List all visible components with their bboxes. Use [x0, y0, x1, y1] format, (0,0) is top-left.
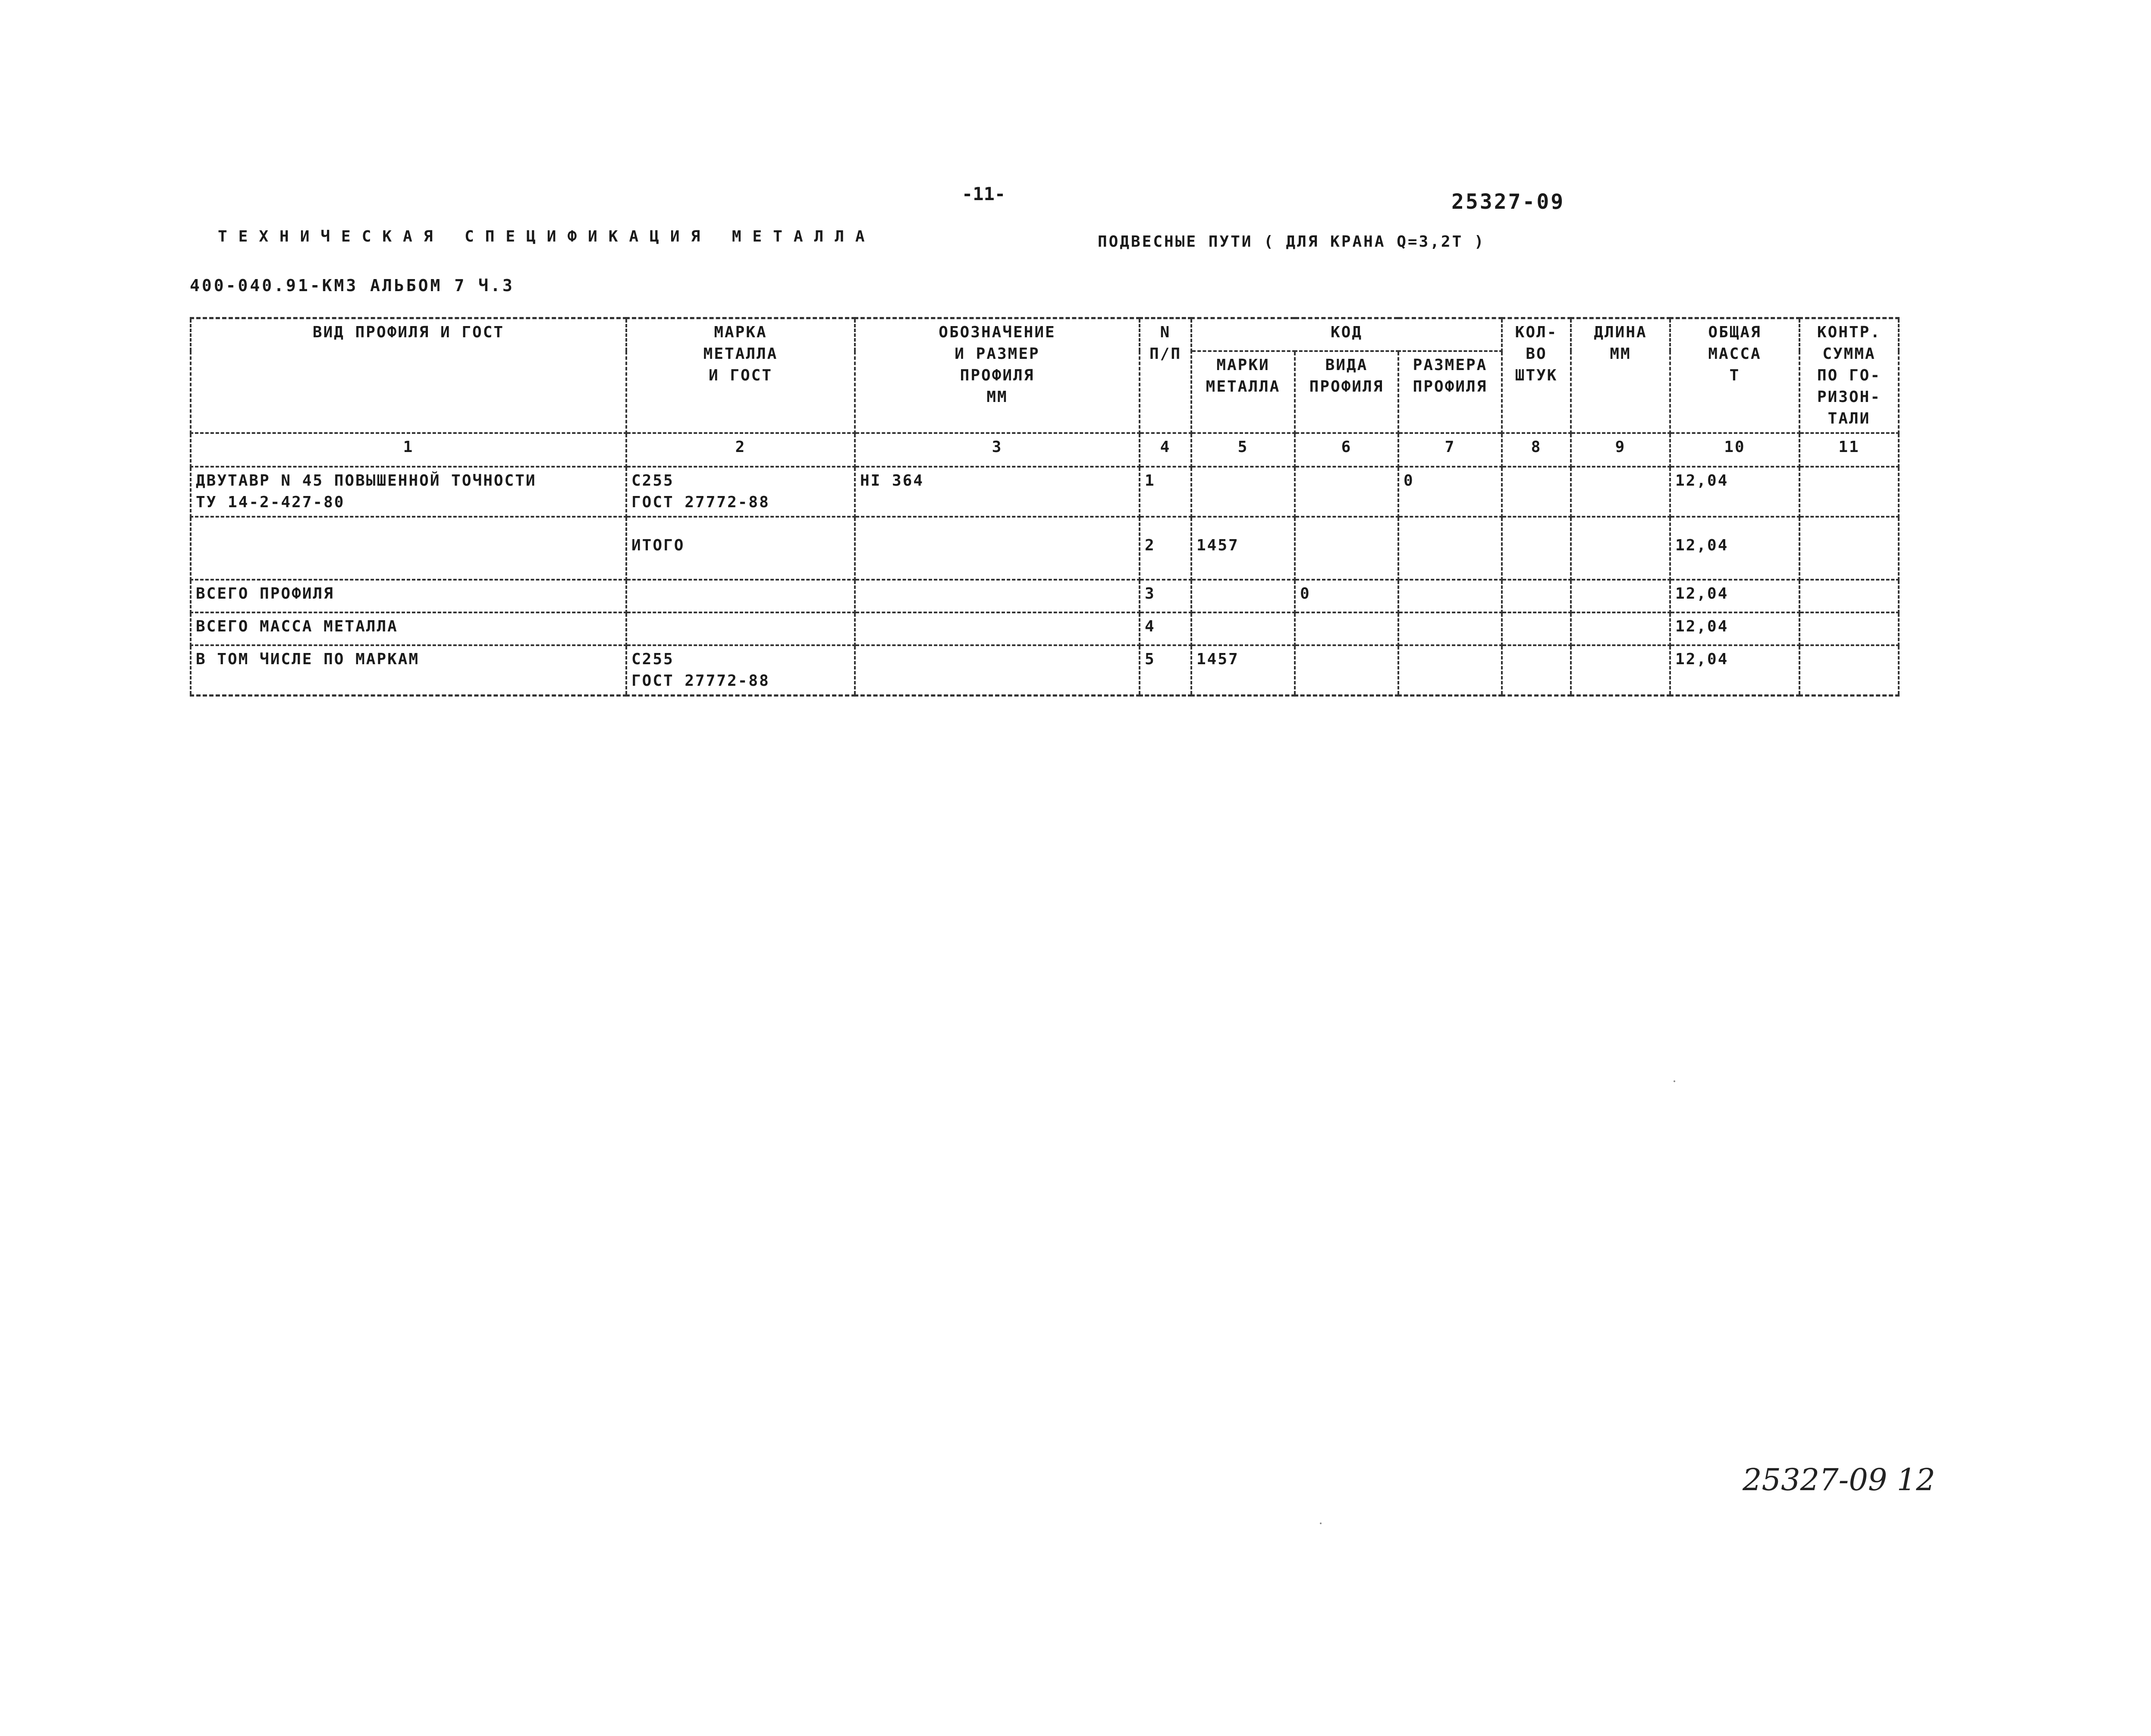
header-code-metal-grade: МАРКИ МЕТАЛЛА: [1191, 351, 1295, 433]
scan-speck: [1320, 1523, 1322, 1524]
column-number: 2: [626, 433, 855, 467]
header-length: ДЛИНА ММ: [1571, 318, 1670, 433]
cell-profile-type: [191, 517, 626, 580]
cell-code-profile-size: [1398, 645, 1502, 696]
cell-profile-designation: [855, 612, 1140, 645]
header-total-mass: ОБЩАЯ МАССА Т: [1670, 318, 1799, 433]
column-number: 10: [1670, 433, 1799, 467]
column-number: 6: [1295, 433, 1398, 467]
cell-code-profile-type: 0: [1295, 580, 1398, 612]
cell-profile-designation: [855, 645, 1140, 696]
table-row: [191, 517, 1899, 580]
table-row: [191, 612, 1899, 645]
header-code: КОД: [1191, 318, 1502, 351]
cell-profile-type: В ТОМ ЧИСЛЕ ПО МАРКАМ: [191, 645, 626, 696]
cell-length: [1571, 517, 1670, 580]
header-code-profile-type: ВИДА ПРОФИЛЯ: [1295, 351, 1398, 433]
cell-code-profile-size: 0: [1398, 467, 1502, 517]
column-number: 7: [1398, 433, 1502, 467]
column-number: 9: [1571, 433, 1670, 467]
cell-item-number: 3: [1140, 580, 1191, 612]
cell-quantity: [1502, 467, 1571, 517]
cell-control-sum: [1799, 467, 1899, 517]
page-title: ТЕХНИЧЕСКАЯ СПЕЦИФИКАЦИЯ МЕТАЛЛА: [218, 228, 876, 245]
header-profile-type: ВИД ПРОФИЛЯ И ГОСТ: [191, 318, 626, 433]
cell-code-profile-type: [1295, 645, 1398, 696]
cell-item-number: 5: [1140, 645, 1191, 696]
cell-length: [1571, 467, 1670, 517]
cell-control-sum: [1799, 517, 1899, 580]
header-item-number: N П/П: [1140, 318, 1191, 433]
column-number: 3: [855, 433, 1140, 467]
cell-profile-type: ДВУТАВР N 45 ПОВЫШЕННОЙ ТОЧНОСТИ ТУ 14-2-427-80: [191, 467, 626, 517]
document-code: 25327-09: [1451, 190, 1565, 214]
header-control-sum: КОНТР. СУММА ПО ГО- РИЗОН- ТАЛИ: [1799, 318, 1899, 433]
header-metal-grade: МАРКА МЕТАЛЛА И ГОСТ: [626, 318, 855, 433]
cell-code-profile-type: [1295, 467, 1398, 517]
table-row: [191, 645, 1899, 696]
cell-metal-grade: С255 ГОСТ 27772-88: [626, 645, 855, 696]
cell-total-mass: 12,04: [1670, 467, 1799, 517]
cell-profile-designation: [855, 517, 1140, 580]
cell-code-profile-size: [1398, 517, 1502, 580]
cell-profile-designation: [855, 580, 1140, 612]
column-number: 5: [1191, 433, 1295, 467]
cell-total-mass: 12,04: [1670, 645, 1799, 696]
cell-code-metal: [1191, 612, 1295, 645]
cell-metal-grade: ИТОГО: [626, 517, 855, 580]
cell-length: [1571, 645, 1670, 696]
header-code-profile-size: РАЗМЕРА ПРОФИЛЯ: [1398, 351, 1502, 433]
cell-item-number: 2: [1140, 517, 1191, 580]
cell-total-mass: 12,04: [1670, 612, 1799, 645]
table-row: [191, 580, 1899, 612]
cell-code-profile-size: [1398, 612, 1502, 645]
cell-quantity: [1502, 645, 1571, 696]
cell-total-mass: 12,04: [1670, 580, 1799, 612]
cell-length: [1571, 580, 1670, 612]
cell-total-mass: 12,04: [1670, 517, 1799, 580]
column-number: 8: [1502, 433, 1571, 467]
cell-profile-type: ВСЕГО ПРОФИЛЯ: [191, 580, 626, 612]
cell-quantity: [1502, 517, 1571, 580]
handwritten-annotation: 25327-09 12: [1743, 1462, 1935, 1497]
cell-quantity: [1502, 580, 1571, 612]
header-quantity: КОЛ- ВО ШТУК: [1502, 318, 1571, 433]
column-number: 11: [1799, 433, 1899, 467]
cell-control-sum: [1799, 612, 1899, 645]
column-number: 4: [1140, 433, 1191, 467]
table-header-row: [191, 318, 1899, 351]
cell-code-metal: [1191, 467, 1295, 517]
cell-profile-type: ВСЕГО МАССА МЕТАЛЛА: [191, 612, 626, 645]
cell-item-number: 4: [1140, 612, 1191, 645]
column-number-row: [191, 433, 1899, 467]
page-number: -11-: [962, 183, 1006, 204]
table-row: [191, 467, 1899, 517]
cell-control-sum: [1799, 645, 1899, 696]
cell-item-number: 1: [1140, 467, 1191, 517]
cell-metal-grade: [626, 612, 855, 645]
cell-quantity: [1502, 612, 1571, 645]
cell-code-metal: 1457: [1191, 645, 1295, 696]
scan-speck: [1674, 1080, 1675, 1082]
cell-code-profile-type: [1295, 612, 1398, 645]
cell-code-profile-type: [1295, 517, 1398, 580]
cell-metal-grade: [626, 580, 855, 612]
cell-code-metal: 1457: [1191, 517, 1295, 580]
cell-code-metal: [1191, 580, 1295, 612]
cell-profile-designation: НI 364: [855, 467, 1140, 517]
cell-code-profile-size: [1398, 580, 1502, 612]
column-number: 1: [191, 433, 626, 467]
cell-length: [1571, 612, 1670, 645]
album-reference: 400-040.91-КМ3 АЛЬБОМ 7 Ч.3: [190, 276, 515, 295]
cell-metal-grade: С255 ГОСТ 27772-88: [626, 467, 855, 517]
page-subtitle: ПОДВЕСНЫЕ ПУТИ ( ДЛЯ КРАНА Q=3,2Т ): [1098, 233, 1485, 251]
header-profile-designation: ОБОЗНАЧЕНИЕ И РАЗМЕР ПРОФИЛЯ ММ: [855, 318, 1140, 433]
specification-table: [190, 317, 1900, 697]
cell-control-sum: [1799, 580, 1899, 612]
